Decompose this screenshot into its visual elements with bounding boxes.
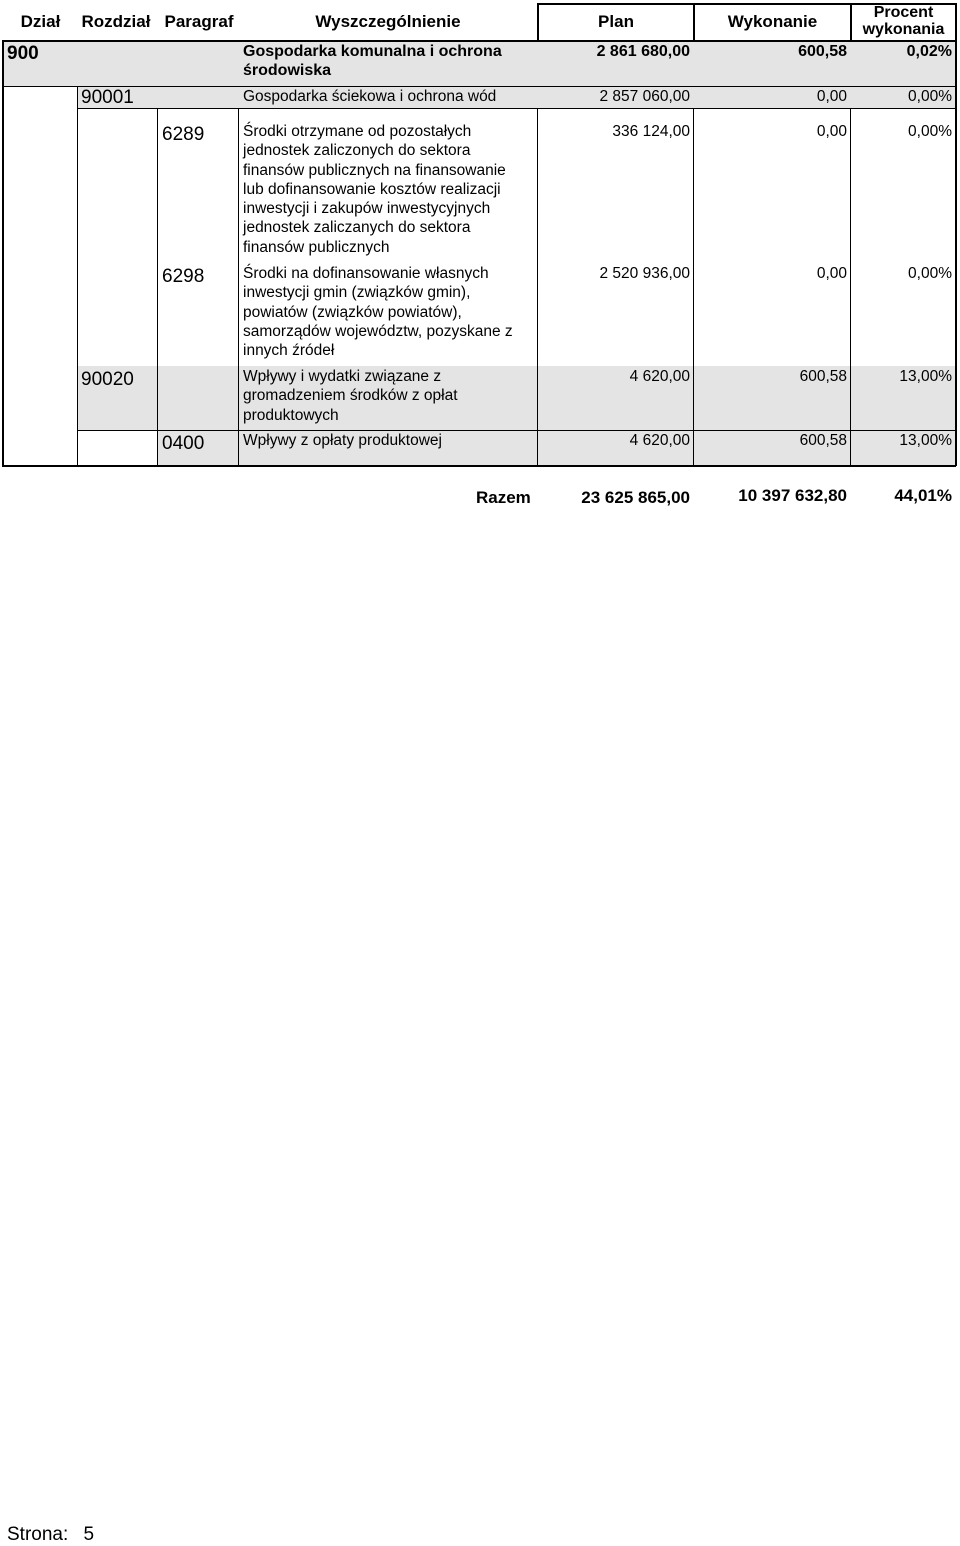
header-procent (852, 4, 955, 38)
paragraf-0400-wykonanie: 600,58 (799, 432, 847, 449)
header-paragraf: Paragraf (164, 12, 234, 31)
table-left-border (2, 41, 4, 466)
paragraf-0400-code: 0400 (162, 433, 205, 454)
paragraf-6289-line: inwestycji i zakupów inwestycyjnych (243, 200, 491, 218)
paragraf-6298-line: inwestycji gmin (związków gmin), (243, 284, 471, 302)
paragraf-6289-line: Środki otrzymane od pozostałych (243, 123, 472, 140)
header-procent-line1: Procent (873, 4, 934, 21)
dzial-name (243, 42, 537, 81)
rozdzial-90001-plan: 2 857 060,00 (599, 88, 690, 105)
rozdzial-90001-code: 90001 (81, 87, 134, 108)
dzial-plan: 2 861 680,00 (596, 43, 690, 60)
row-border-108 (78, 108, 956, 109)
rozdzial-90020-line: Wpływy i wydatki związane z (243, 368, 442, 385)
header-wykonanie: Wykonanie (727, 12, 818, 31)
paragraf-6289-line: jednostek zaliczonych do sektora (243, 142, 471, 160)
desc-column-divider (537, 108, 538, 466)
rozdzial-column-divider (157, 108, 158, 466)
rozdzial-90020-line: produktowych (243, 406, 339, 424)
dzial-procent: 0,02% (906, 43, 952, 60)
total-label: Razem (476, 488, 531, 507)
table-bottom-border (2, 465, 956, 467)
rozdzial-90020-wykonanie: 600,58 (799, 368, 847, 385)
paragraf-6298-procent: 0,00% (908, 265, 952, 282)
paragraf-6289-line: finansów publicznych na finansowanie (243, 161, 506, 179)
page-label: Strona: (7, 1524, 69, 1545)
page-number: 5 (83, 1524, 95, 1545)
paragraf-6289-procent: 0,00% (908, 123, 952, 140)
page-footer (7, 1524, 94, 1546)
paragraf-6289-line: finansów publicznych (243, 238, 390, 256)
table-right-border (955, 41, 957, 466)
paragraf-6289-code: 6289 (162, 124, 205, 145)
dzial-column-divider (77, 86, 78, 466)
paragraf-6298-description (243, 264, 537, 360)
rozdzial-90001-wykonanie: 0,00 (816, 88, 847, 105)
paragraf-6289-plan: 336 124,00 (612, 123, 690, 140)
paragraf-6289-line: lub dofinansowanie kosztów realizacji (243, 180, 501, 198)
rozdzial-90020-procent: 13,00% (899, 368, 952, 385)
header-plan: Plan (598, 12, 634, 31)
rozdzial-90001-procent: 0,00% (908, 88, 952, 105)
rozdzial-90020-code: 90020 (81, 369, 134, 390)
header-procent-line2: wykonania (862, 21, 945, 38)
paragraf-6289-wykonanie: 0,00 (816, 123, 847, 140)
dzial-code: 900 (7, 43, 39, 64)
paragraf-6289-line: jednostek zaliczanych do sektora (243, 219, 471, 237)
plan-column-divider (693, 108, 694, 466)
header-dzial: Dział (20, 12, 61, 31)
header-rozdzial: Rozdział (81, 12, 151, 31)
rozdzial-90020-line: gromadzeniem środków z opłat (243, 387, 458, 405)
wykonanie-column-divider (850, 108, 851, 466)
rozdzial-90020-plan: 4 620,00 (629, 368, 690, 385)
paragraf-0400-name: Wpływy z opłaty produktowej (243, 432, 442, 449)
header-right-border (955, 3, 957, 41)
paragraf-6298-wykonanie: 0,00 (816, 265, 847, 282)
paragraf-0400-plan: 4 620,00 (629, 432, 690, 449)
paragraf-6298-line: samorządów województw, pozyskane z (243, 322, 513, 340)
paragraf-6298-plan: 2 520 936,00 (599, 265, 690, 282)
paragraf-6298-code: 6298 (162, 266, 205, 287)
paragraf-6298-line: Środki na dofinansowanie własnych (243, 265, 489, 282)
paragraf-column-divider (238, 108, 239, 466)
total-wykonanie: 10 397 632,80 (738, 486, 847, 505)
header-wyszczegolnienie: Wyszczególnienie (315, 12, 461, 31)
total-procent: 44,01% (894, 486, 952, 505)
rozdzial-90020-description (243, 367, 537, 425)
paragraf-0400-procent: 13,00% (899, 432, 952, 449)
total-plan: 23 625 865,00 (581, 488, 690, 507)
dzial-name-line1: Gospodarka komunalna i ochrona (243, 43, 502, 60)
dzial-wykonanie: 600,58 (798, 43, 847, 60)
paragraf-6289-description (243, 122, 537, 257)
dzial-name-line2: środowiska (243, 62, 332, 80)
paragraf-6298-line: powiatów (związków powiatów), (243, 303, 462, 321)
rozdzial-90001-name: Gospodarka ściekowa i ochrona wód (243, 88, 497, 105)
paragraf-6298-line: innych źródeł (243, 342, 335, 360)
